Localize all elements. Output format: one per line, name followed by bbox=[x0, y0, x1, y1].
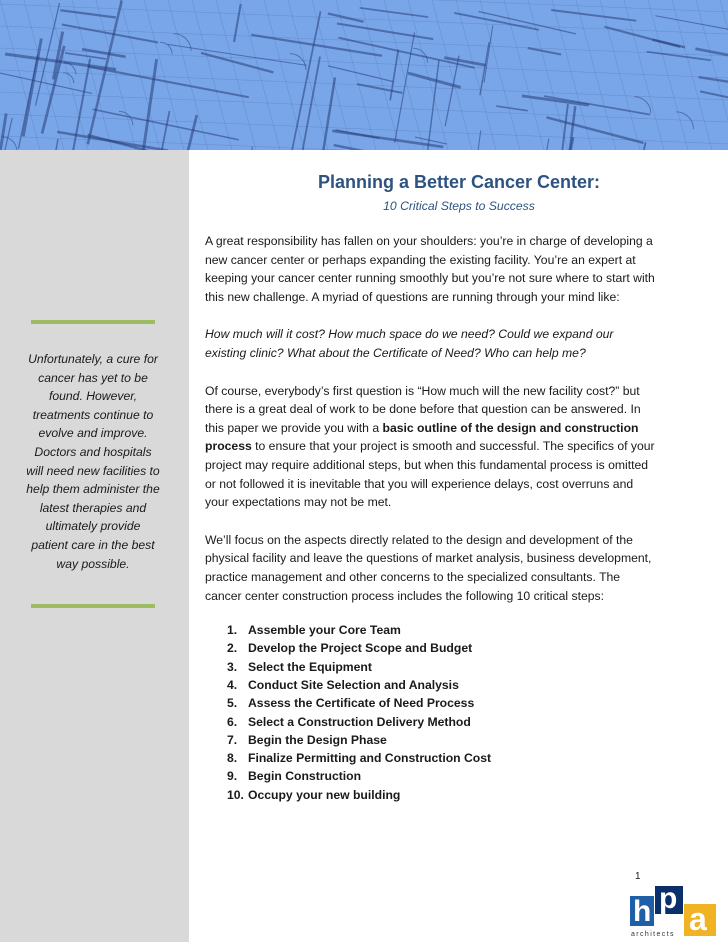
questions-paragraph: How much will it cost? How much space do we need? Could we expand our existing clinic? What about the Certificate of Need? Who can help me? bbox=[205, 327, 614, 360]
steps-list bbox=[205, 621, 655, 804]
step-item bbox=[227, 713, 655, 731]
step-text: Assemble your Core Team bbox=[248, 623, 401, 638]
sidebar-rule-top bbox=[31, 320, 155, 324]
step-text: Conduct Site Selection and Analysis bbox=[248, 677, 459, 692]
step-number: 3. bbox=[227, 659, 238, 674]
page-title: Planning a Better Cancer Center: bbox=[317, 172, 601, 192]
blueprint-image bbox=[0, 0, 728, 150]
step-text: Develop the Project Scope and Budget bbox=[248, 641, 473, 656]
step-number: 4. bbox=[227, 677, 238, 692]
page-subtitle: 10 Critical Steps to Success bbox=[383, 199, 535, 213]
step-text: Assess the Certificate of Need Process bbox=[248, 696, 475, 711]
logo-letter-a: a bbox=[689, 901, 707, 937]
logo-letter-p: p bbox=[659, 882, 678, 915]
step-number: 10. bbox=[227, 787, 244, 802]
focus-paragraph: We’ll focus on the aspects directly related to the design and development of the physical facility and leave the questions of market analysis, business development, practice management and other concerns to the specialized consultants. The cancer center construction process includes the following 10 critical steps: bbox=[205, 532, 652, 603]
hpa-logo bbox=[628, 882, 720, 938]
step-item bbox=[227, 676, 655, 694]
step-number: 8. bbox=[227, 751, 238, 766]
step-item bbox=[227, 658, 655, 676]
step-number: 1. bbox=[227, 623, 238, 638]
step-text: Occupy your new building bbox=[248, 787, 401, 802]
pull-quote: Unfortunately, a cure for cancer has yet to be found. However, treatments continue to evolve and improve. Doctors and hospitals will need new facilities to help them administer the latest therapies and ultimately provide patient care in the best way possible. bbox=[26, 352, 160, 571]
logo-letter-h: h bbox=[633, 895, 652, 928]
step-number: 7. bbox=[227, 732, 238, 747]
step-number: 9. bbox=[227, 769, 238, 784]
blueprint-banner bbox=[0, 0, 728, 150]
intro-paragraph: A great responsibility has fallen on your shoulders: you’re in charge of developing a new cancer center or perhaps expanding the existing facility. You’re an expert at keeping your cancer center running smoothly but you’re not sure where to start with this new challenge. A myriad of questions are running through your mind like: bbox=[205, 234, 655, 304]
sidebar-rule-bottom bbox=[31, 604, 155, 608]
step-item bbox=[227, 786, 655, 804]
outline-text-end: to ensure that your project is smooth and successful. The specifics of your project may require additional steps, but when this fundamental process is omitted or not followed it is inevitable that you will experience delays, cost overruns and your expectations may not be met. bbox=[205, 439, 655, 510]
step-item bbox=[227, 767, 655, 785]
step-text: Finalize Permitting and Construction Cost bbox=[248, 751, 492, 766]
step-text: Begin Construction bbox=[248, 769, 362, 784]
page-number: 1 bbox=[635, 871, 641, 882]
step-item bbox=[227, 749, 655, 767]
step-item bbox=[227, 731, 655, 749]
step-number: 5. bbox=[227, 696, 238, 711]
step-number: 6. bbox=[227, 714, 238, 729]
step-number: 2. bbox=[227, 641, 238, 656]
outline-text-start: Of course, everybody’s first question is “How much will the new facility cost?” but there is a great deal of work to be done before that question can be answered. In this paper we provide you with a bbox=[205, 383, 641, 435]
step-item bbox=[227, 621, 655, 639]
step-item bbox=[227, 639, 655, 657]
step-text: Begin the Design Phase bbox=[248, 732, 387, 747]
outline-paragraph bbox=[205, 382, 655, 512]
logo-wordmark: architects bbox=[631, 931, 675, 938]
step-text: Select the Equipment bbox=[248, 659, 372, 674]
step-text: Select a Construction Delivery Method bbox=[248, 714, 471, 729]
outline-emphasis: basic outline of the design and construction process bbox=[205, 420, 639, 454]
article bbox=[205, 170, 655, 804]
step-item bbox=[227, 694, 655, 712]
